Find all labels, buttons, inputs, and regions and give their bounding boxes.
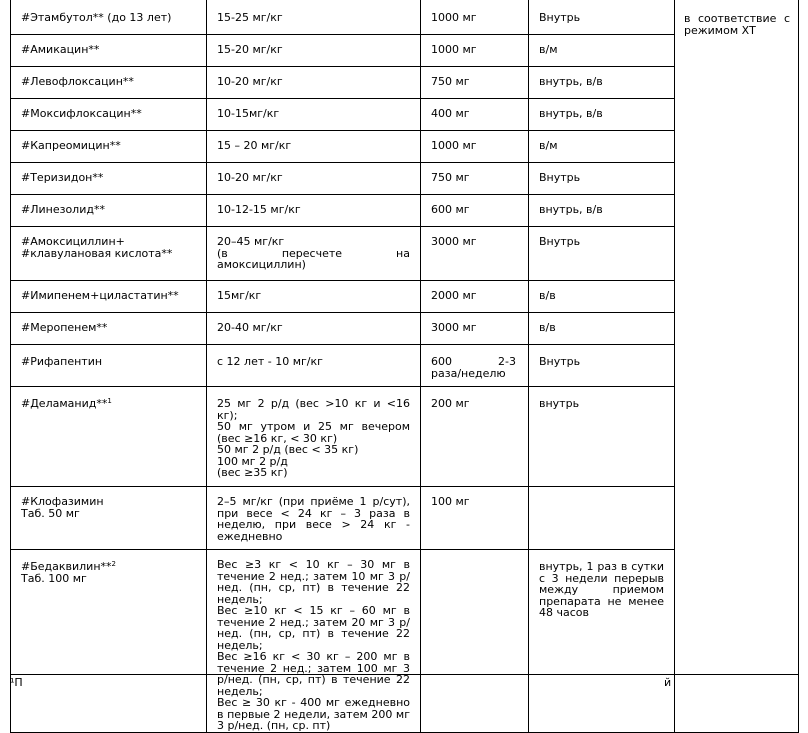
dose-cell: 25 мг 2 р/д (вес >10 кг и <16 кг); 50 мг утром и 25 мг вечером (вес ≥16 кг, < 30 кг) 50 мг 2 р/д (вес < 35 кг) 100 мг 2 р/д (вес ≥35 кг) [207, 387, 421, 487]
dose-cell: 10-20 мг/кг [207, 67, 421, 99]
max-dose-cell: 200 мг [421, 387, 529, 487]
footnote-marker: 2 [111, 560, 116, 568]
drug-name-cell: #Теризидон** [11, 163, 207, 195]
max-dose-cell: 100 мг [421, 487, 529, 550]
route-cell: в/м [529, 35, 675, 67]
drug-name-cell: #Деламанид**$^1$ [11, 387, 207, 487]
footnote-marker: 1 [107, 397, 112, 405]
route-cell: внутрь, в/в [529, 67, 675, 99]
max-dose-cell [421, 550, 529, 733]
dose-cell: 20–45 мг/кг (в пересчете на амоксициллин) [207, 227, 421, 281]
max-dose-cell: 600 мг [421, 195, 529, 227]
max-dose-cell: 3000 мг [421, 227, 529, 281]
footer-divider [10, 674, 798, 675]
dose-cell: 10-20 мг/кг [207, 163, 421, 195]
max-dose-cell: 400 мг [421, 99, 529, 131]
max-dose-cell: 1000 мг [421, 0, 529, 35]
max-dose-cell: 1000 мг [421, 131, 529, 163]
dose-cell: 15 – 20 мг/кг [207, 131, 421, 163]
dose-cell: 10-15мг/кг [207, 99, 421, 131]
page-footer-fragment [10, 674, 800, 686]
max-dose-cell: 1000 мг [421, 35, 529, 67]
drug-name-cell: #Меропенем** [11, 313, 207, 345]
drug-name-cell: #Капреомицин** [11, 131, 207, 163]
drug-name-cell: #Имипенем+циластатин** [11, 281, 207, 313]
dose-cell: 15-20 мг/кг [207, 35, 421, 67]
route-cell: Внутрь [529, 163, 675, 195]
route-cell: внутрь, в/в [529, 195, 675, 227]
max-dose-cell: 750 мг [421, 163, 529, 195]
drug-dosage-table [10, 0, 799, 733]
route-cell: в/в [529, 313, 675, 345]
drug-name-cell: #Бедаквилин**$^2$ Таб. 100 мг [11, 550, 207, 733]
max-dose-cell: 600 2-3 раза/неделю [421, 345, 529, 387]
dose-cell: 15мг/кг [207, 281, 421, 313]
dose-cell: 10-12-15 мг/кг [207, 195, 421, 227]
dose-cell: Вес ≥3 кг < 10 кг – 30 мг в течение 2 нед.; затем 10 мг 3 р/нед. (пн, ср, пт) в течение 22 недель; Вес ≥10 кг < 15 кг – 60 мг в течение 2 нед.; затем 20 мг 3 р/нед. (пн, ср, пт) в течение 22 недель; Вес ≥16 кг < 30 кг – 200 мг в течение 2 нед.; затем 100 мг 3 р/нед. (пн, ср, пт) в течение 22 недель; Вес ≥ 30 кг - 400 мг ежедневно в первые 2 недели, затем 200 мг 3 р/нед. (пн, ср. пт) [207, 550, 421, 733]
route-cell [529, 487, 675, 550]
footnote-text-fragment: ¹П [10, 676, 23, 686]
route-cell: в/м [529, 131, 675, 163]
route-cell: внутрь, в/в [529, 99, 675, 131]
max-dose-cell: 2000 мг [421, 281, 529, 313]
route-cell: Внутрь [529, 227, 675, 281]
drug-name-cell: #Клофазимин Таб. 50 мг [11, 487, 207, 550]
max-dose-cell: 750 мг [421, 67, 529, 99]
route-cell: внутрь [529, 387, 675, 487]
drug-name-cell: #Амикацин** [11, 35, 207, 67]
footnote-text-fragment-right: й [664, 676, 672, 686]
dose-cell: 20-40 мг/кг [207, 313, 421, 345]
table-row [11, 0, 799, 35]
drug-name-cell: #Линезолид** [11, 195, 207, 227]
drug-name-cell: #Амоксициллин+ #клавулановая кислота** [11, 227, 207, 281]
drug-name-cell: #Рифапентин [11, 345, 207, 387]
route-cell: Внутрь [529, 0, 675, 35]
dose-cell: 2–5 мг/кг (при приёме 1 р/сут), при весе < 24 кг – 3 раза в неделю, при весе > 24 кг - ежедневно [207, 487, 421, 550]
route-cell: внутрь, 1 раз в сутки с 3 недели перерыв между приемом препарата не менее 48 часов [529, 550, 675, 733]
dose-cell: 15-25 мг/кг [207, 0, 421, 35]
drug-name-cell: #Этамбутол** (до 13 лет) [11, 0, 207, 35]
max-dose-cell: 3000 мг [421, 313, 529, 345]
drug-name-cell: #Левофлоксацин** [11, 67, 207, 99]
drug-name-cell: #Моксифлоксацин** [11, 99, 207, 131]
dose-cell: с 12 лет - 10 мг/кг [207, 345, 421, 387]
route-cell: Внутрь [529, 345, 675, 387]
route-cell: в/в [529, 281, 675, 313]
regimen-note-cell: в соответствие с режимом ХТ [675, 0, 799, 732]
